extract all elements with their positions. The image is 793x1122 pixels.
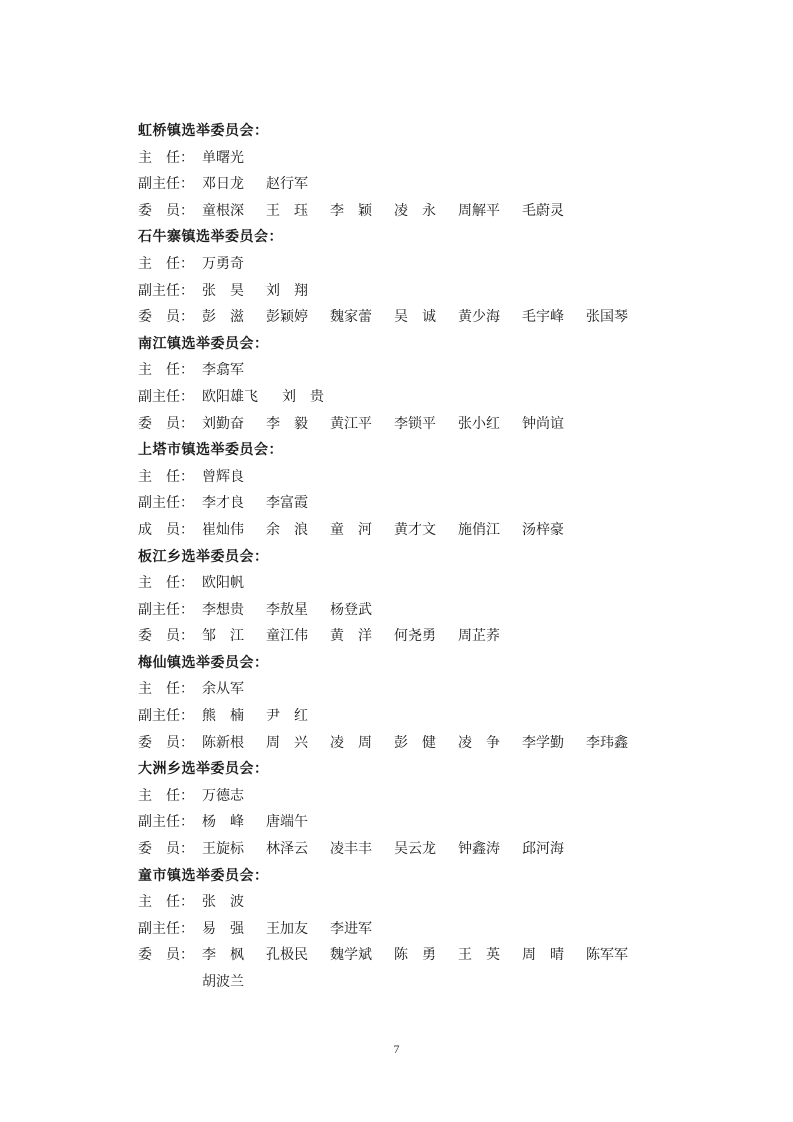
member-names xyxy=(202,384,658,411)
member-name: 欧阳雄飞 xyxy=(202,388,258,405)
member-names xyxy=(202,171,658,198)
member-name: 李 毅 xyxy=(266,415,308,432)
member-name: 万勇奇 xyxy=(202,255,244,272)
role-label: 副主任： xyxy=(138,814,194,831)
member-row xyxy=(138,384,658,411)
member-names xyxy=(202,145,658,172)
member-name: 张国琴 xyxy=(586,309,628,326)
committee-section xyxy=(138,863,658,996)
member-name: 王加友 xyxy=(266,920,308,937)
committee-title: 童市镇选举委员会： xyxy=(138,867,269,884)
member-name: 童根深 xyxy=(202,202,244,219)
member-name: 李敖星 xyxy=(266,601,308,618)
committee-title: 南江镇选举委员会： xyxy=(138,335,269,352)
role-label: 委 员： xyxy=(138,947,194,964)
member-name: 周芷荞 xyxy=(458,628,500,645)
role-label: 副主任： xyxy=(138,920,194,937)
committee-section xyxy=(138,331,658,437)
member-name: 黄才文 xyxy=(394,521,436,538)
role-label: 委 员： xyxy=(138,628,194,645)
member-name: 汤梓豪 xyxy=(522,521,564,538)
member-name: 李想贵 xyxy=(202,601,244,618)
member-name: 邱河海 xyxy=(522,841,564,858)
member-name: 黄少海 xyxy=(458,309,500,326)
member-name: 邹 江 xyxy=(202,628,244,645)
member-name: 吴 诚 xyxy=(394,309,436,326)
member-name: 李锁平 xyxy=(394,415,436,432)
member-row xyxy=(138,464,658,491)
member-row xyxy=(138,251,658,278)
member-name: 何尧勇 xyxy=(394,628,436,645)
member-name: 刘勤奋 xyxy=(202,415,244,432)
member-name: 王 英 xyxy=(458,947,500,964)
member-name: 黄 洋 xyxy=(330,628,372,645)
member-names xyxy=(202,304,658,331)
member-name: 尹 红 xyxy=(266,708,308,725)
committee-section xyxy=(138,650,658,756)
member-name: 易 强 xyxy=(202,920,244,937)
role-label: 主 任： xyxy=(138,362,194,379)
member-names xyxy=(202,916,658,943)
member-names xyxy=(202,251,658,278)
member-name: 赵行军 xyxy=(266,176,308,193)
committee-section xyxy=(138,224,658,330)
member-names xyxy=(202,517,658,544)
member-row xyxy=(138,836,658,863)
member-names xyxy=(202,570,658,597)
member-name: 胡波兰 xyxy=(202,974,244,990)
member-row xyxy=(138,517,658,544)
committee-title: 板江乡选举委员会： xyxy=(138,548,269,565)
member-name: 杨 峰 xyxy=(202,814,244,831)
member-names xyxy=(202,464,658,491)
member-row-continuation xyxy=(138,969,658,996)
role-label: 委 员： xyxy=(138,841,194,858)
committee-title: 梅仙镇选举委员会： xyxy=(138,654,269,671)
role-label: 副主任： xyxy=(138,282,194,299)
committee-section xyxy=(138,118,658,224)
member-names xyxy=(202,411,658,438)
role-label: 副主任： xyxy=(138,601,194,618)
member-name: 李翕军 xyxy=(202,362,244,379)
member-row xyxy=(138,783,658,810)
member-name: 李富霞 xyxy=(266,495,308,512)
member-name: 欧阳帆 xyxy=(202,575,244,592)
committee-title: 大洲乡选举委员会： xyxy=(138,761,269,778)
member-name: 毛宇峰 xyxy=(522,309,564,326)
member-names xyxy=(202,783,658,810)
member-name: 李学勤 xyxy=(522,734,564,751)
member-row xyxy=(138,676,658,703)
member-names xyxy=(202,597,658,624)
committee-title: 虹桥镇选举委员会： xyxy=(138,123,269,139)
member-name: 魏学斌 xyxy=(330,947,372,964)
member-name: 张 波 xyxy=(202,894,244,911)
member-name: 钟尚谊 xyxy=(522,415,564,432)
committee-list xyxy=(138,118,658,996)
member-row xyxy=(138,809,658,836)
role-label: 副主任： xyxy=(138,388,194,405)
member-name: 李玮鑫 xyxy=(586,734,628,751)
member-name: 张 昊 xyxy=(202,282,244,299)
member-name: 凌丰丰 xyxy=(330,841,372,858)
member-names xyxy=(202,942,658,969)
member-name: 余从军 xyxy=(202,681,244,698)
member-names xyxy=(202,198,658,225)
member-name: 彭颖婷 xyxy=(266,309,308,326)
role-label: 成 员： xyxy=(138,521,194,538)
member-name: 邓日龙 xyxy=(202,176,244,193)
member-name: 李才良 xyxy=(202,495,244,512)
member-name: 杨登武 xyxy=(330,601,372,618)
member-name: 刘 翔 xyxy=(266,282,308,299)
member-names xyxy=(202,889,658,916)
member-name: 王 珏 xyxy=(266,202,308,219)
member-name: 钟鑫涛 xyxy=(458,841,500,858)
role-label: 主 任： xyxy=(138,894,194,911)
member-name: 曾辉良 xyxy=(202,468,244,485)
member-name: 凌 争 xyxy=(458,734,500,751)
member-row xyxy=(138,703,658,730)
member-row xyxy=(138,411,658,438)
member-name: 唐端午 xyxy=(266,814,308,831)
member-name: 毛蔚灵 xyxy=(522,202,564,219)
role-label: 主 任： xyxy=(138,575,194,592)
member-name: 彭 滋 xyxy=(202,309,244,326)
member-names xyxy=(202,278,658,305)
member-names xyxy=(202,490,658,517)
member-name: 张小红 xyxy=(458,415,500,432)
member-row xyxy=(138,304,658,331)
member-names xyxy=(202,703,658,730)
member-names xyxy=(202,357,658,384)
member-name: 李 枫 xyxy=(202,947,244,964)
member-name: 王旋标 xyxy=(202,841,244,858)
role-label: 主 任： xyxy=(138,149,194,166)
member-row xyxy=(138,278,658,305)
member-name: 吴云龙 xyxy=(394,841,436,858)
member-name: 单曙光 xyxy=(202,149,244,166)
member-name: 刘 贵 xyxy=(282,388,324,405)
role-label: 副主任： xyxy=(138,176,194,193)
member-name: 周解平 xyxy=(458,202,500,219)
role-label: 副主任： xyxy=(138,495,194,512)
member-name: 余 浪 xyxy=(266,521,308,538)
member-name: 童 河 xyxy=(330,521,372,538)
member-name: 凌 永 xyxy=(394,202,436,219)
member-name: 林泽云 xyxy=(266,841,308,858)
role-label: 委 员： xyxy=(138,309,194,326)
member-name: 陈新根 xyxy=(202,734,244,751)
member-row xyxy=(138,145,658,172)
page-number: 7 xyxy=(393,1042,400,1056)
member-name: 周 兴 xyxy=(266,734,308,751)
member-row xyxy=(138,171,658,198)
member-row xyxy=(138,942,658,969)
member-row xyxy=(138,730,658,757)
member-name: 童江伟 xyxy=(266,628,308,645)
role-label: 委 员： xyxy=(138,734,194,751)
member-name: 万德志 xyxy=(202,787,244,804)
member-name: 黄江平 xyxy=(330,415,372,432)
member-row xyxy=(138,570,658,597)
member-name: 李 颖 xyxy=(330,202,372,219)
member-name: 凌 周 xyxy=(330,734,372,751)
role-label: 副主任： xyxy=(138,708,194,725)
member-row xyxy=(138,490,658,517)
committee-section xyxy=(138,544,658,650)
member-name: 彭 健 xyxy=(394,734,436,751)
member-name: 周 晴 xyxy=(522,947,564,964)
member-row xyxy=(138,889,658,916)
committee-title: 石牛寨镇选举委员会： xyxy=(138,229,283,246)
committee-title: 上塔市镇选举委员会： xyxy=(138,442,283,459)
role-label: 委 员： xyxy=(138,415,194,432)
member-names xyxy=(202,730,658,757)
member-names xyxy=(202,809,658,836)
member-names xyxy=(202,676,658,703)
role-label: 主 任： xyxy=(138,468,194,485)
member-name: 李进军 xyxy=(330,920,372,937)
member-names xyxy=(202,836,658,863)
committee-section xyxy=(138,756,658,862)
member-row xyxy=(138,916,658,943)
member-row xyxy=(138,198,658,225)
committee-section xyxy=(138,437,658,543)
member-row xyxy=(138,357,658,384)
role-label: 委 员： xyxy=(138,202,194,219)
member-row xyxy=(138,623,658,650)
member-name: 孔极民 xyxy=(266,947,308,964)
member-row xyxy=(138,597,658,624)
member-name: 陈军军 xyxy=(586,947,628,964)
member-name: 施俏江 xyxy=(458,521,500,538)
role-label: 主 任： xyxy=(138,787,194,804)
member-name: 熊 楠 xyxy=(202,708,244,725)
role-label: 主 任： xyxy=(138,255,194,272)
member-names xyxy=(202,623,658,650)
member-name: 魏家蕾 xyxy=(330,309,372,326)
member-name: 陈 勇 xyxy=(394,947,436,964)
role-label: 主 任： xyxy=(138,681,194,698)
member-name: 崔灿伟 xyxy=(202,521,244,538)
